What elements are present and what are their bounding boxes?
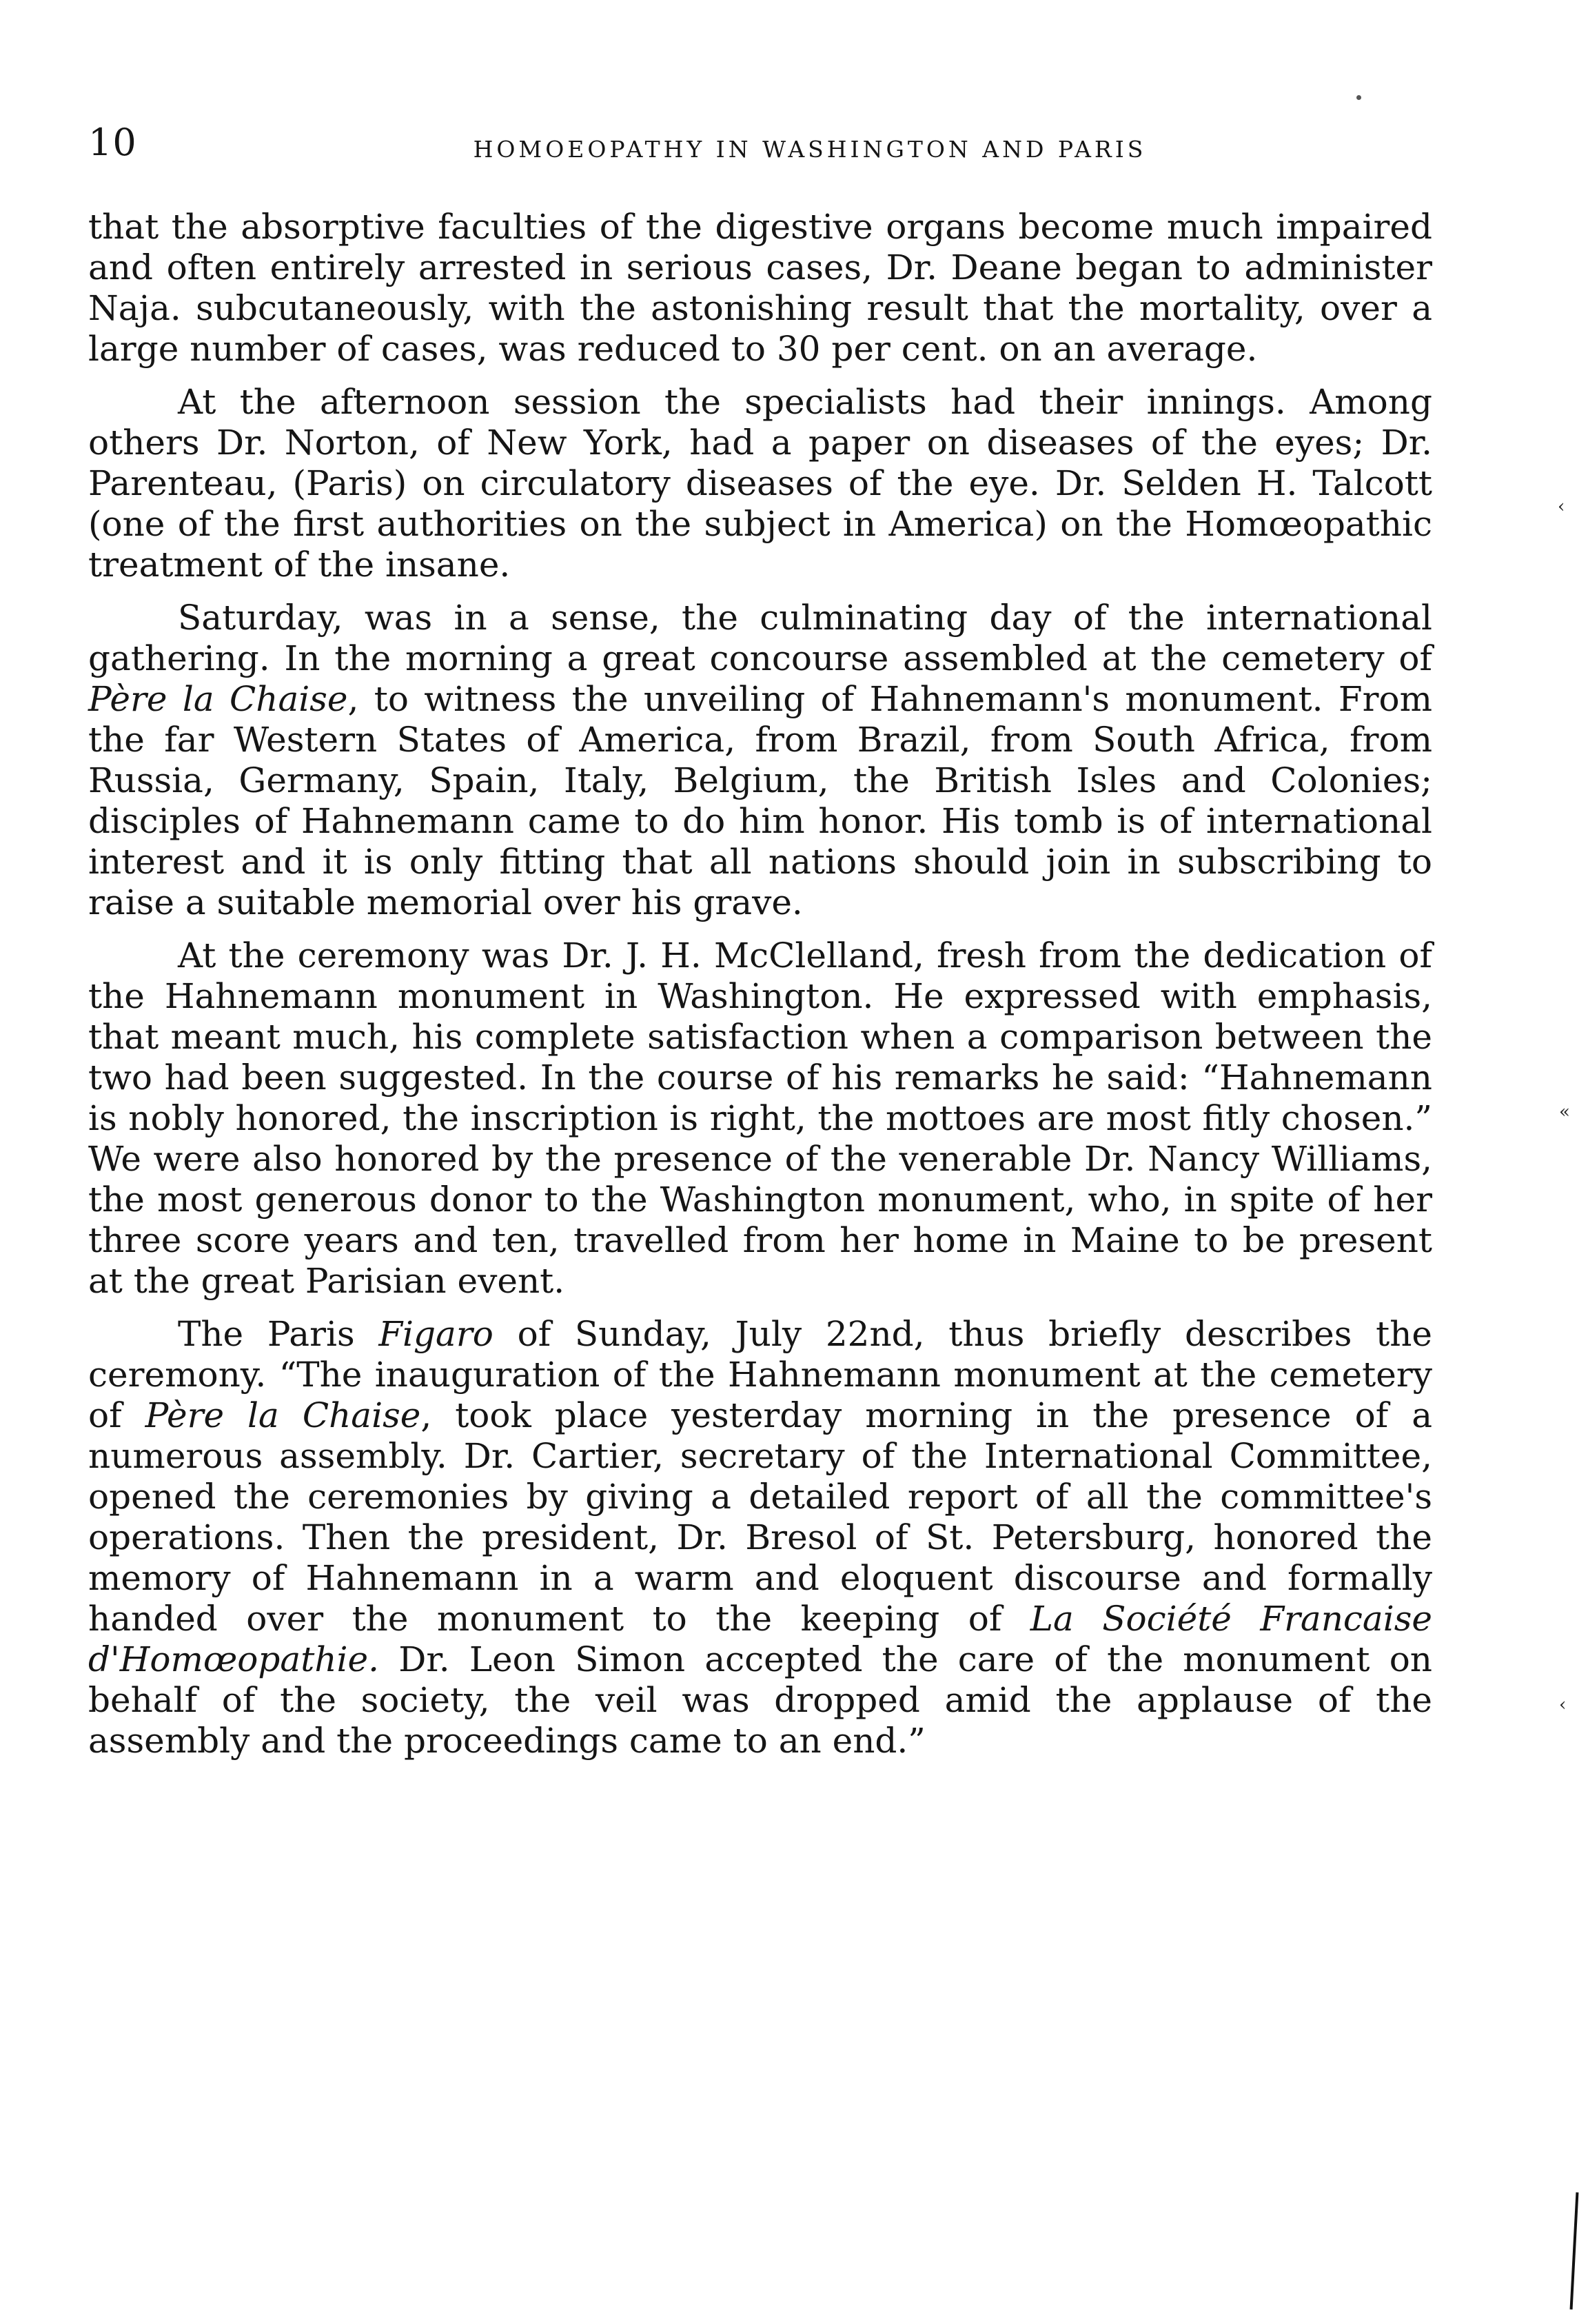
text-run: At the ceremony was Dr. J. H. McClelland, fresh from the dedication of the Hahnemann monument in Washington. He expressed with emphasis, that meant much, his complete satisfaction when a comparison between the two had been suggested. In the course of his remarks he said: “Hahnemann is nobly honored, the inscription is right, the mottoes are most fitly chosen.” We were also honored by the presence of the venerable Dr. Nancy Williams, the most generous donor to the Washington monument, who, in spite of her three score years and ten, travelled from her home in Maine to be present at the great Parisian event. <box>88 936 1432 1301</box>
text-run: The Paris <box>178 1314 379 1354</box>
running-head: HOMOEOPATHY IN WASHINGTON AND PARIS <box>473 136 1147 163</box>
margin-mark: « <box>1559 1102 1570 1122</box>
paragraph <box>88 382 1432 585</box>
italic-text: La Société Francaise d'Homœopathie. <box>88 1599 1432 1679</box>
italic-text: Père la Chaise <box>145 1395 421 1435</box>
margin-mark: ‹ <box>1559 1695 1567 1715</box>
paragraph <box>88 207 1432 370</box>
text-run: , took place yesterday morning in the presence of a numerous assembly. Dr. Cartier, secretary of the International Committee, opened the ceremonies by giving a detailed report of all the committee's operations. Then the president, Dr. Bresol of St. Petersburg, honored the memory of Hahnemann in a warm and eloquent discourse and formally handed over the monument to the keeping of <box>88 1395 1433 1639</box>
text-run: of Sunday, July 22nd, thus briefly describes the ceremony. “The inauguration of the Hahnemann monument at the cemetery of <box>88 1314 1432 1435</box>
text-run: Saturday, was in a sense, the culminating day of the international gathering. In the morning a great concourse assembled at the cemetery of <box>88 598 1432 678</box>
text-run: Dr. Leon Simon accepted the care of the monument on behalf of the society, the veil was dropped amid the applause of the assembly and the proceedings came to an end.” <box>88 1639 1432 1761</box>
text-run: At the afternoon session the specialists had their innings. Among others Dr. Norton, of New York, had a paper on diseases of the eyes; Dr. Parenteau, (Paris) on circulatory diseases of the eye. Dr. Selden H. Talcott (one of the first authorities on the subject in America) on the Homœopathic treatment of the insane. <box>88 382 1432 585</box>
italic-text: Figaro <box>378 1314 493 1354</box>
paragraph <box>88 598 1432 923</box>
body-text <box>88 207 1432 1774</box>
text-run: that the absorptive faculties of the digestive organs become much impaired and often entirely arrested in serious cases, Dr. Deane began to administer Naja. subcutaneously, with the astonishing result that the mortality, over a large number of cases, was reduced to 30 per cent. on an average. <box>88 207 1432 369</box>
text-run: , to witness the unveiling of Hahnemann's monument. From the far Western States of America, from Brazil, from South Africa, from Russia, Germany, Spain, Italy, Belgium, the British Isles and Colonies; disciples of Hahnemann came to do him honor. His tomb is of international interest and it is only fitting that all nations should join in subscribing to raise a suitable memorial over his grave. <box>88 679 1432 922</box>
paragraph <box>88 936 1432 1302</box>
speck-mark <box>1356 95 1361 100</box>
page-edge-line <box>1570 2192 1579 2310</box>
page-number: 10 <box>88 121 137 164</box>
paragraph <box>88 1314 1432 1761</box>
margin-mark: ‹ <box>1558 496 1565 517</box>
italic-text: Père la Chaise <box>88 679 348 719</box>
